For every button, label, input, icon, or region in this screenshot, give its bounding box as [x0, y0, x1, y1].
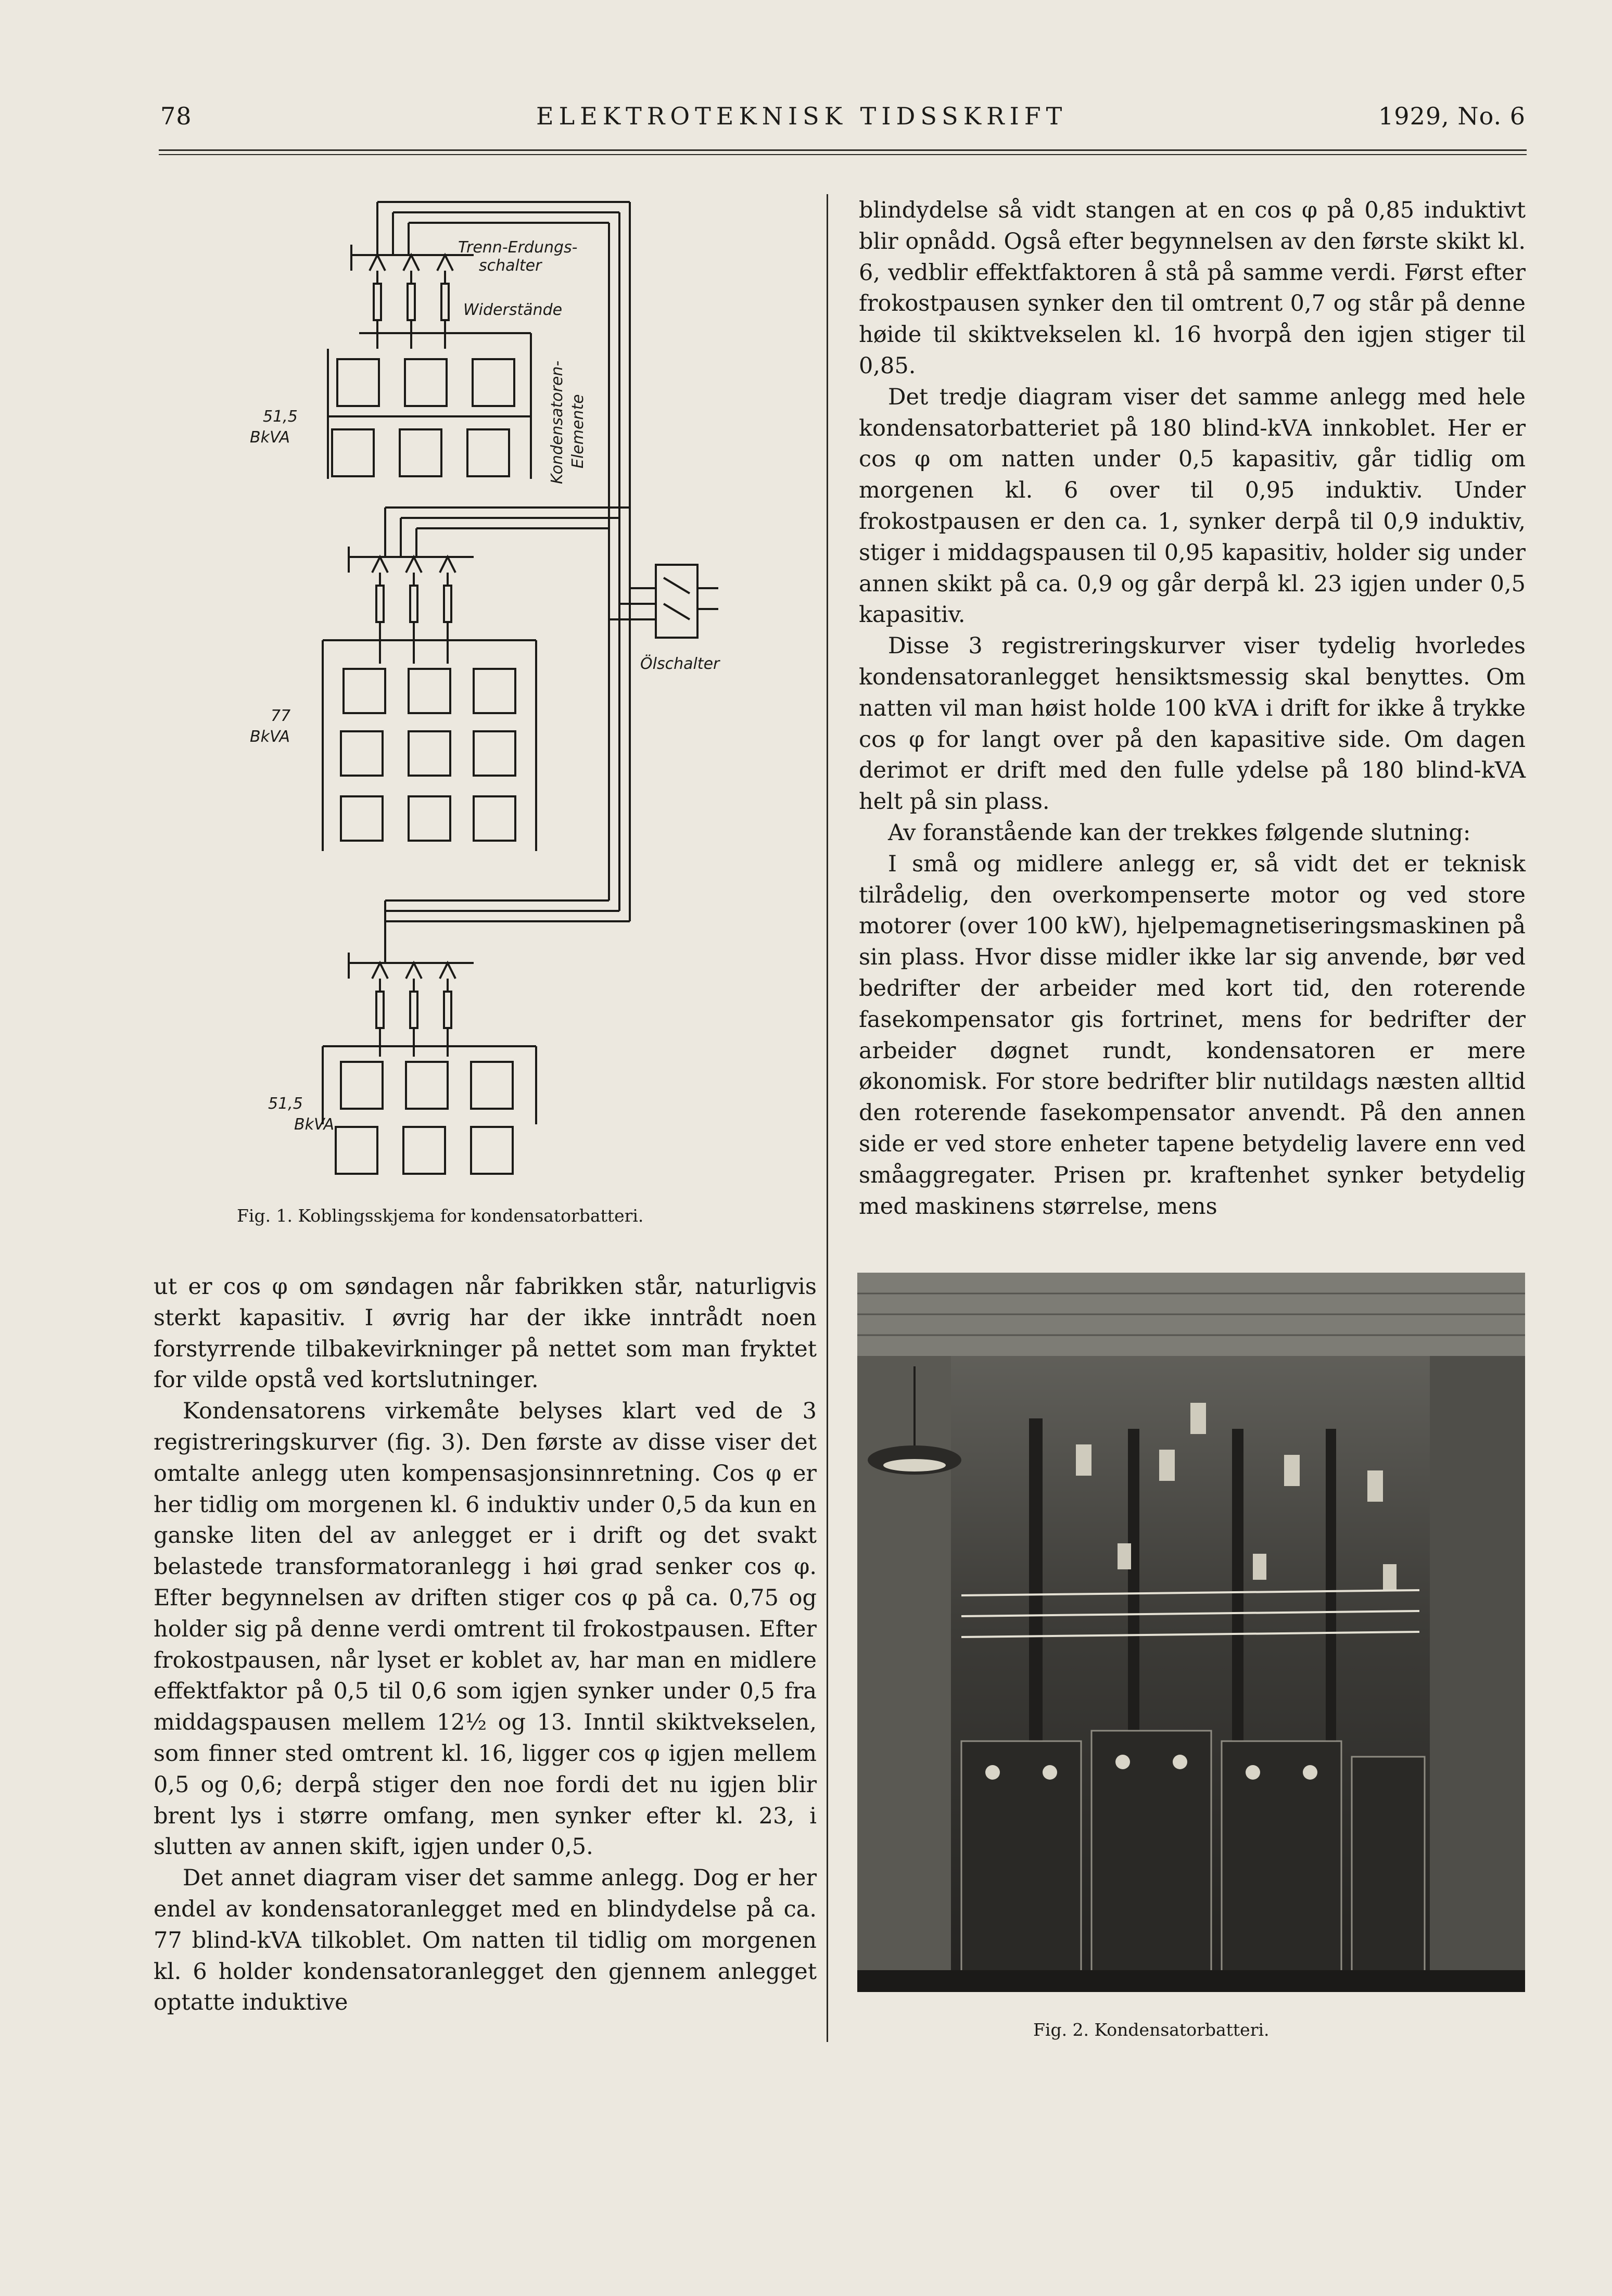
left-paragraph: Kondensatorens virkemåte belyses klart ved de 3 registreringskurver (fig. 3). Den første av disse viser det omtalte anlegg uten kompensasjonsinnretning. Cos φ er her tidlig om morgenen kl. 6 induktiv under 0,5 da kun en ganske liten del av anlegget er i drift og det svakt belastede transformatoranlegg i høi grad senker cos φ. Efter begynnelsen av driften stiger cos φ på ca. 0,75 og holder sig på denne verdi omtrent til frokostpausen. Efter frokostpausen, når lyset er koblet av, har man en midlere effektfaktor på 0,5 til 0,6 som igjen synker under 0,5 fra middagspausen mellem 12½ og 13. Inntil skiktvekselen, som finner sted omtrent kl. 16, ligger cos φ igjen mellem 0,5 og 0,6; derpå stiger den noe fordi det nu igjen blir brent lys i større omfang, men synker efter kl. 23, i slutten av annen skift, igjen under 0,5. [154, 1398, 817, 1860]
label-bank1-unit: BkVA [250, 428, 290, 447]
left-column-text [154, 1272, 817, 2019]
label-bank2-unit: BkVA [250, 728, 290, 746]
right-paragraph: Disse 3 registreringskurver viser tydelig hvorledes kondensatoranlegget hensiktsmessig skal benyttes. Om natten vil man høist holde 100 kVA i drift for ikke å trykke cos φ for langt over på den kapasitive side. Om dagen derimot er drift med den fulle ydelse på 180 blind-kVA helt på sin plass. [859, 633, 1526, 815]
left-paragraph: ut er cos φ om søndagen når fabrikken står, naturligvis sterkt kapasitiv. I øvrig har der ikke inntrådt noen forstyrrende tilbakevirkninger på nettet som man fryktet for vilde opstå ved kortslutninger. [154, 1274, 817, 1393]
right-paragraph: I små og midlere anlegg er, så vidt det er teknisk tilrådelig, den overkompenserte motor og ved store motorer (over 100 kW), hjelpemagnetiseringsmaskinen på sin plass. Hvor disse midler ikke lar sig anvende, bør ved bedrifter der arbeider med kort tid, den roterende fasekompensator gis fortrinet, mens for bedrifter der arbeider døgnet rundt, kondensatoren er mere økonomisk. For store bedrifter blir nutildags næsten alltid den roterende fasekompensator anvendt. På den annen side er ved store enheter tapene betydelig lavere enn ved småaggregater. Prisen pr. kraftenhet synker betydelig med maskinens størrelse, mens [859, 851, 1526, 1220]
figure-2-caption: Fig. 2. Kondensatorbatteri. [1033, 2020, 1270, 2040]
right-paragraph: blindydelse så vidt stangen at en cos φ på 0,85 induktivt blir opnådd. Også efter begynnelsen av den første skikt kl. 6, vedblir effektfaktoren å stå på samme verdi. Først efter frokostpausen synker den til omtrent 0,7 og står på denne høide til skiktvekselen kl. 16 hvorpå den igjen stiger til 0,85. [859, 197, 1526, 379]
label-bank2-kva: 77 [271, 707, 291, 725]
column-divider [827, 194, 828, 2042]
figure-1-caption: Fig. 1. Koblingsskjema for kondensatorbatteri. [237, 1206, 644, 1226]
label-bank1-kva: 51,5 [263, 408, 298, 426]
issue-label: 1929, No. 6 [1378, 102, 1526, 130]
label-widerstande: Widerstände [463, 301, 563, 319]
label-kondensatoren-line1: Kondensatoren- [548, 360, 566, 484]
right-paragraph: Det tredje diagram viser det samme anlegg med hele kondensatorbatteriet på 180 blind-kVA innkoblet. Her er cos φ om natten under 0,5 kapasitiv, går tidlig om morgenen kl. 6 over til 0,95 induktiv. Under frokostpausen er den ca. 1, synker derpå til 0,9 induktiv, stiger i middagspausen til 0,95 kapasitiv, holder sig under annen skikt på ca. 0,9 og går derpå kl. 23 igjen under 0,5 kapasitiv. [859, 384, 1526, 628]
label-trenn-line1: Trenn-Erdungs- [458, 238, 578, 257]
journal-title: ELEKTROTEKNISK TIDSSKRIFT [536, 102, 1068, 130]
header-rule-bottom [159, 154, 1527, 155]
figure-1-circuit-diagram [229, 193, 765, 1192]
right-column-text [859, 195, 1526, 1222]
figure-2-photograph [857, 1273, 1525, 1992]
header-rule-top [159, 149, 1527, 151]
left-paragraph: Det annet diagram viser det samme anlegg. Dog er her endel av kondensatoranlegget med en blindydelse på ca. 77 blind-kVA tilkoblet. Om natten til tidlig om morgenen kl. 6 holder kondensatoranlegget den gjennem anlegget optatte induktive [154, 1865, 817, 2016]
label-bank3-unit: BkVA [294, 1115, 334, 1134]
right-paragraph: Av foranstående kan der trekkes følgende slutning: [888, 819, 1471, 846]
label-trenn-line2: schalter [479, 257, 542, 275]
label-kondensatoren-line2: Elemente [569, 394, 587, 468]
page-number: 78 [160, 102, 192, 130]
label-oelschalter: Ölschalter [640, 655, 720, 673]
label-bank3-kva: 51,5 [268, 1095, 303, 1113]
